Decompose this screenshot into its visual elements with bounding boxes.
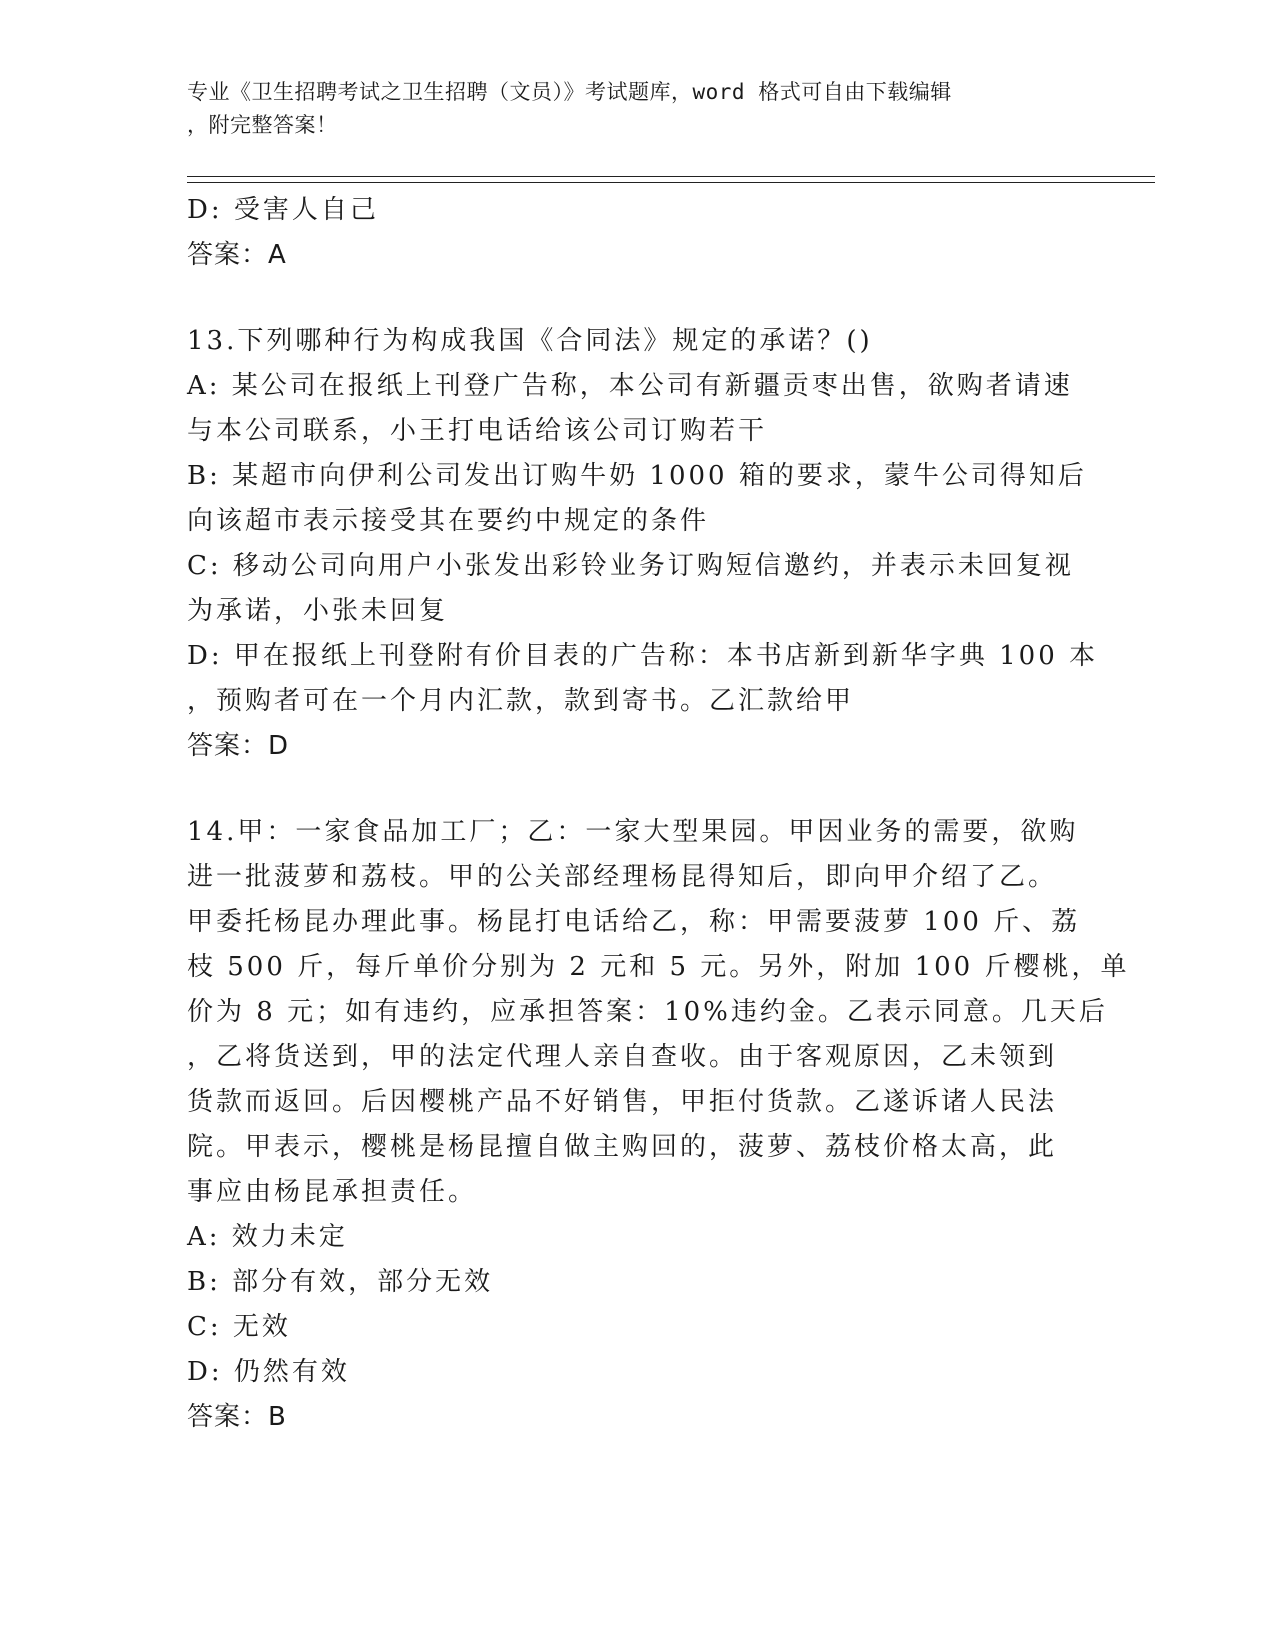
spacer	[187, 769, 1077, 810]
option-a: A: 效力未定	[187, 1222, 348, 1252]
question-stem-line-9: 事应由杨昆承担责任。	[187, 1177, 478, 1207]
question-stem-line-6: ，乙将货送到，甲的法定代理人亲自查收。由于客观原因，乙未领到	[187, 1042, 1058, 1072]
question-stem-line-3: 甲委托杨昆办理此事。杨昆打电话给乙，称：甲需要菠萝 100 斤、荔	[187, 907, 1081, 937]
question-stem-line-4: 枝 500 斤，每斤单价分别为 2 元和 5 元。另外，附加 100 斤樱桃，单	[187, 952, 1130, 982]
question-14	[187, 810, 1130, 1440]
header-divider-top	[187, 176, 1155, 177]
option-a-line-2: 与本公司联系，小王打电话给该公司订购若干	[187, 416, 768, 446]
header-line-2: ，附完整答案！	[187, 113, 338, 137]
document-header	[187, 76, 1087, 142]
question-stem-line-7: 货款而返回。后因樱桃产品不好销售，甲拒付货款。乙遂诉诸人民法	[187, 1087, 1058, 1117]
option-d-line-1: D: 甲在报纸上刊登附有价目表的广告称：本书店新到新华字典 100 本	[187, 641, 1099, 671]
answer: 答案：B	[187, 1402, 287, 1432]
header-divider-bottom	[187, 182, 1155, 183]
option-c-line-2: 为承诺，小张未回复	[187, 596, 449, 626]
header-line-1: 专业《卫生招聘考试之卫生招聘（文员）》考试题库，word 格式可自由下载编辑	[187, 80, 952, 104]
answer: 答案：D	[187, 731, 290, 761]
option-d: D: 仍然有效	[187, 1357, 350, 1387]
answer: 答案：A	[187, 240, 287, 270]
question-stem: 13.下列哪种行为构成我国《合同法》规定的承诺？()	[187, 326, 873, 356]
question-stem-line-5: 价为 8 元；如有违约，应承担答案：10%违约金。乙表示同意。几天后	[187, 997, 1108, 1027]
option-c-line-1: C: 移动公司向用户小张发出彩铃业务订购短信邀约，并表示未回复视	[187, 551, 1074, 581]
question-13	[187, 319, 1099, 769]
question-stem-line-2: 进一批菠萝和荔枝。甲的公关部经理杨昆得知后，即向甲介绍了乙。	[187, 862, 1058, 892]
question-stem-line-8: 院。甲表示，樱桃是杨昆擅自做主购回的，菠萝、荔枝价格太高，此	[187, 1132, 1058, 1162]
option-c: C: 无效	[187, 1312, 291, 1342]
spacer	[187, 278, 1077, 319]
option-d-line-2: ，预购者可在一个月内汇款，款到寄书。乙汇款给甲	[187, 686, 855, 716]
document-body	[187, 188, 1130, 1440]
option-b-line-2: 向该超市表示接受其在要约中规定的条件	[187, 506, 710, 536]
option-a-line-1: A: 某公司在报纸上刊登广告称，本公司有新疆贡枣出售，欲购者请速	[187, 371, 1073, 401]
option-b-line-1: B: 某超市向伊利公司发出订购牛奶 1000 箱的要求，蒙牛公司得知后	[187, 461, 1087, 491]
option-b: B: 部分有效，部分无效	[187, 1267, 494, 1297]
option-d: D: 受害人自己	[187, 195, 379, 225]
question-stem-line-1: 14.甲：一家食品加工厂；乙：一家大型果园。甲因业务的需要，欲购	[187, 817, 1079, 847]
prev-question	[187, 188, 1077, 278]
